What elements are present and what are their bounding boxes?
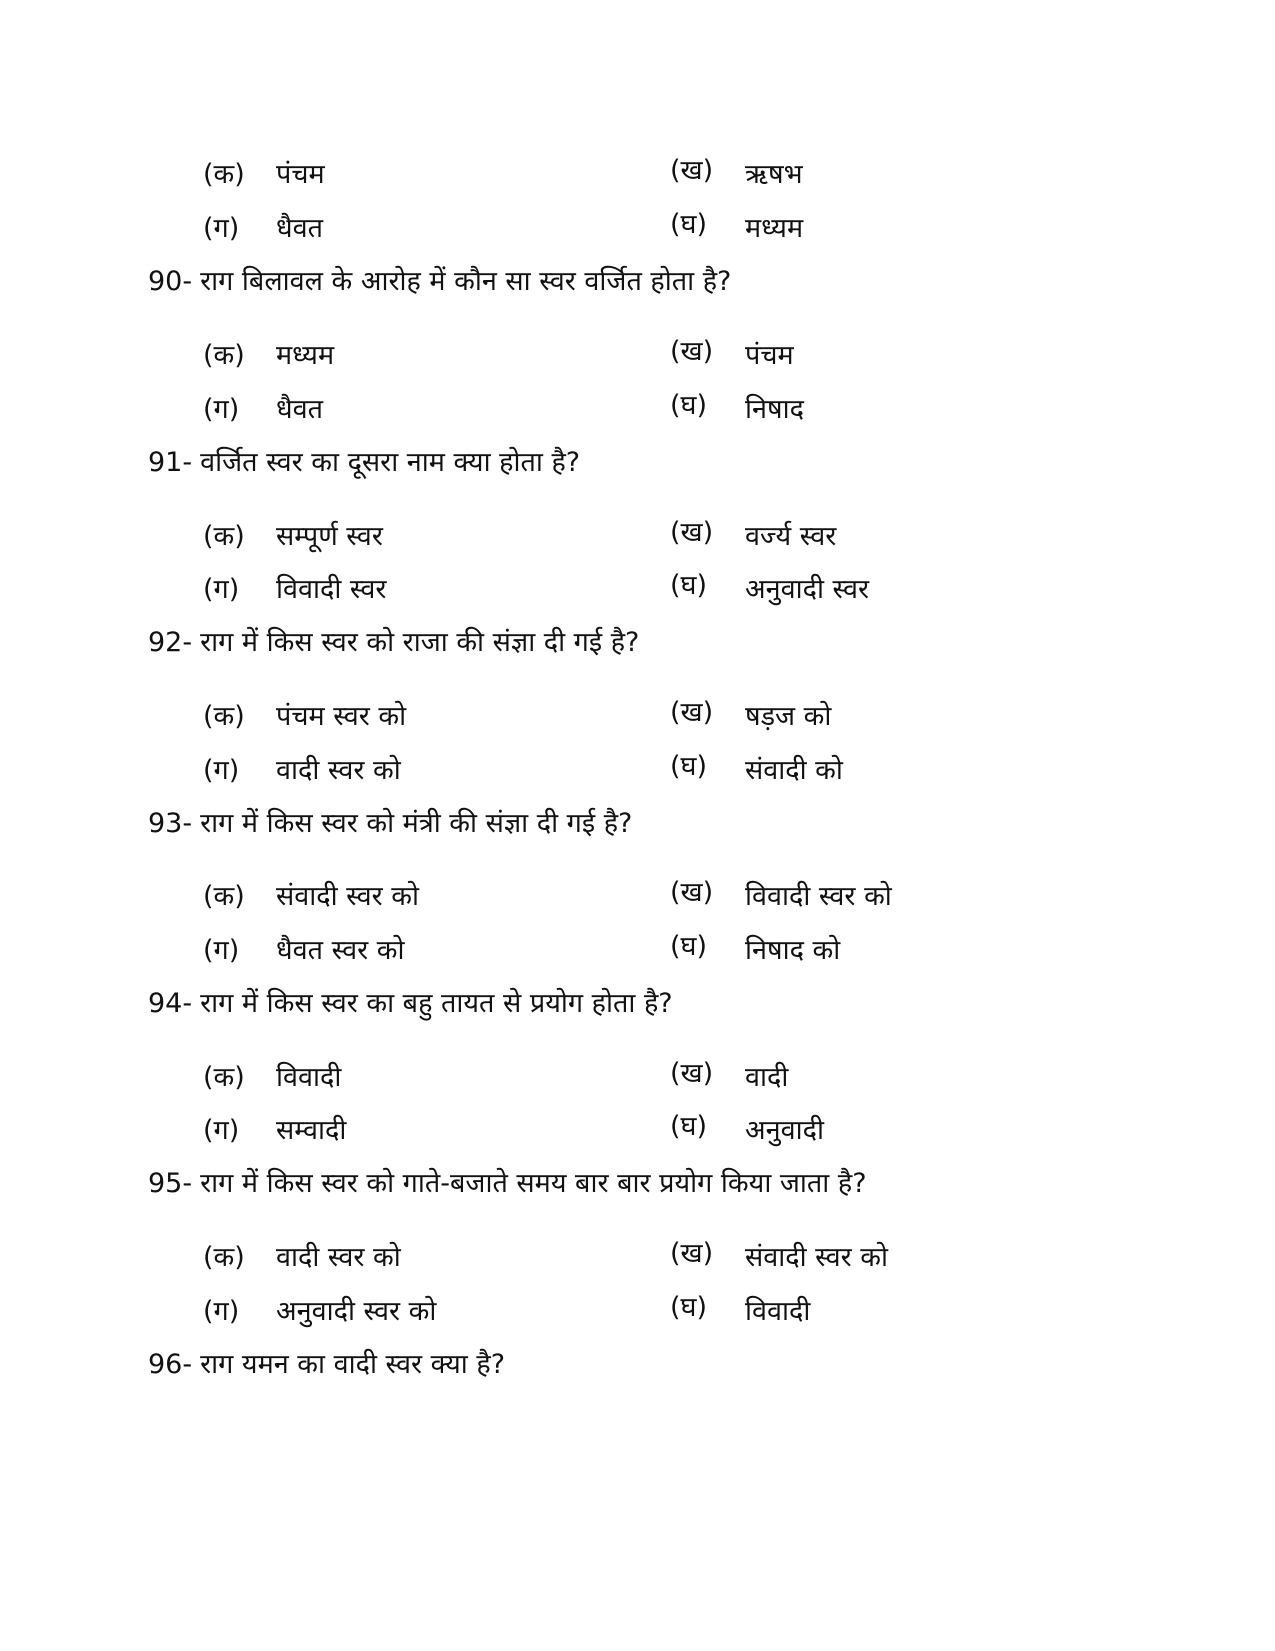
option-marker: (घ) [670,570,708,601]
option-row [0,209,1275,249]
option-text: सम्पूर्ण स्वर [276,521,383,552]
question-number: 95- [148,1168,193,1199]
question [148,982,673,1026]
option-text: मध्यम [745,213,804,244]
option-marker: (क) [203,881,245,912]
option-marker: (घ) [670,1111,708,1142]
option-marker: (ग) [203,574,240,605]
option-text: निषाद [745,394,804,425]
option-row [0,155,1275,195]
option-text: वादी [745,1062,789,1093]
option-row [0,336,1275,376]
option-marker: (ग) [203,394,240,425]
option-marker: (क) [203,159,245,190]
question-number: 91- [148,447,193,478]
option-marker: (ग) [203,1296,240,1327]
option-row [0,1238,1275,1278]
option-text: विवादी स्वर को [745,881,892,912]
option-text: पंचम [745,340,794,371]
option-text: पंचम [276,159,325,190]
question-number: 96- [148,1349,193,1380]
option-marker: (क) [203,701,245,732]
option-row [0,931,1275,971]
option-text: अनुवादी स्वर [745,574,870,605]
option-marker: (ग) [203,1115,240,1146]
question-text: राग यमन का वादी स्वर क्या है? [200,1349,506,1380]
option-text: सम्वादी [276,1115,347,1146]
option-text: संवादी स्वर को [276,881,420,912]
option-text: अनुवादी स्वर को [276,1296,437,1327]
option-text: विवादी [276,1062,342,1093]
option-row [0,1292,1275,1332]
question [148,260,731,304]
option-marker: (क) [203,1062,245,1093]
option-text: वर्ज्य स्वर [745,521,837,552]
option-marker: (घ) [670,1292,708,1323]
option-text: धैवत स्वर को [276,935,405,966]
question-text: राग में किस स्वर को गाते-बजाते समय बार बार प्रयोग किया जाता है? [200,1168,867,1199]
option-text: वादी स्वर को [276,1242,401,1273]
question-number: 94- [148,988,193,1019]
option-text: षड़ज को [745,701,832,732]
question-text: राग में किस स्वर को राजा की संज्ञा दी गई है? [200,627,640,658]
option-text: धैवत [276,213,324,244]
question-text: राग बिलावल के आरोह में कौन सा स्वर वर्जित होता है? [200,266,732,297]
question [148,1343,505,1387]
question [148,802,632,846]
option-row [0,570,1275,610]
option-marker: (घ) [670,209,708,240]
question [148,1162,867,1206]
option-marker: (ख) [670,517,714,548]
option-marker: (ख) [670,877,714,908]
option-marker: (ख) [670,1058,714,1089]
option-row [0,697,1275,737]
option-marker: (ग) [203,213,240,244]
option-text: विवादी स्वर [276,574,387,605]
option-row [0,751,1275,791]
option-row [0,517,1275,557]
option-text: अनुवादी [745,1115,824,1146]
question-text: राग में किस स्वर का बहु तायत से प्रयोग होता है? [200,988,673,1019]
option-marker: (क) [203,1242,245,1273]
option-marker: (ख) [670,1238,714,1269]
option-text: पंचम स्वर को [276,701,407,732]
option-text: संवादी स्वर को [745,1242,889,1273]
question-number: 93- [148,808,193,839]
option-row [0,877,1275,917]
question-text: राग में किस स्वर को मंत्री की संज्ञा दी गई है? [200,808,633,839]
option-text: वादी स्वर को [276,755,401,786]
option-text: निषाद को [745,935,841,966]
question-number: 92- [148,627,193,658]
option-marker: (घ) [670,931,708,962]
option-text: विवादी [745,1296,811,1327]
question-number: 90- [148,266,193,297]
option-row [0,1058,1275,1098]
option-marker: (घ) [670,751,708,782]
question [148,441,580,485]
option-text: मध्यम [276,340,335,371]
option-row [0,390,1275,430]
option-marker: (क) [203,340,245,371]
option-marker: (ख) [670,155,714,186]
question [148,621,639,665]
option-text: ऋषभ [745,159,803,190]
option-marker: (ग) [203,935,240,966]
option-marker: (ख) [670,336,714,367]
option-marker: (घ) [670,390,708,421]
option-text: संवादी को [745,755,843,786]
option-marker: (ख) [670,697,714,728]
option-marker: (ग) [203,755,240,786]
option-text: धैवत [276,394,324,425]
question-text: वर्जित स्वर का दूसरा नाम क्या होता है? [200,447,581,478]
option-row [0,1111,1275,1151]
option-marker: (क) [203,521,245,552]
